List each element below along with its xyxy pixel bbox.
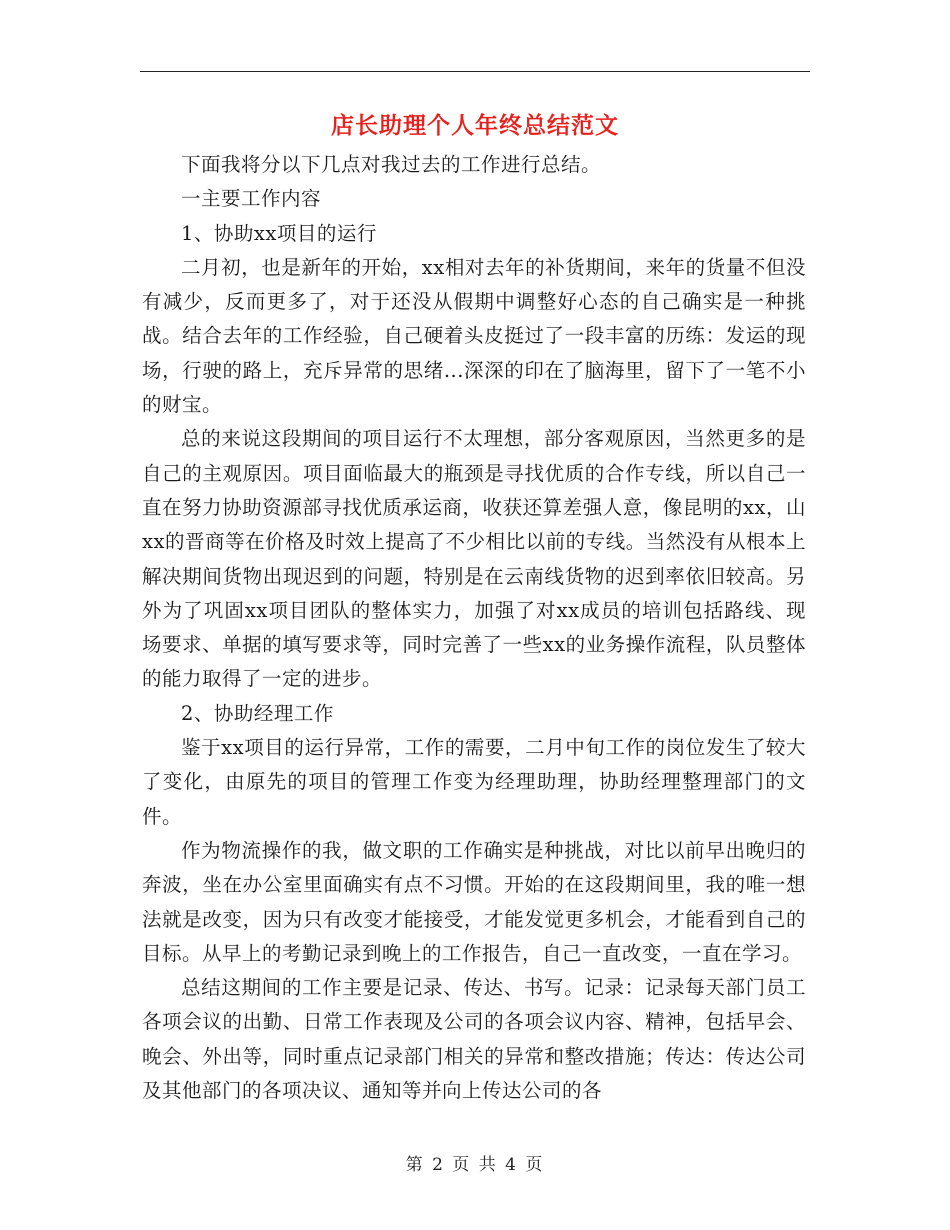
paragraph-duties-summary: 总结这期间的工作主要是记录、传达、书写。记录：记录每天部门员工各项会议的出勤、日常工作表现及公司的各项会议内容、精神，包括早会、晚会、外出等，同时重点记录部门相关的异常和整改措施；传达：传达公司及其他部门的各项决议、通知等并向上传达公司的各 bbox=[142, 976, 806, 1103]
paragraph-intro: 下面我将分以下几点对我过去的工作进行总结。 bbox=[181, 153, 602, 176]
page-number: 第 2 页 共 4 页 bbox=[405, 1155, 545, 1175]
section-heading-main-work: 一主要工作内容 bbox=[181, 187, 322, 211]
paragraph-project-summary: 总的来说这段期间的项目运行不太理想，部分客观原因，当然更多的是自己的主观原因。项目面临最大的瓶颈是寻找优质的合作专线，所以自己一直在努力协助资源部寻找优质承运商，收获还算差强人意，像昆明的xx，山xx的晋商等在价格及时效上提高了不少相比以前的专线。当然没有从根本上解决期间货物出现迟到的问题，特别是在云南线货物的迟到率依旧较高。另外为了巩固xx项目团队的整体实力，加强了对xx成员的培训包括路线、现场要求、单据的填写要求等，同时完善了一些xx的业务操作流程，队员整体的能力取得了一定的进步。 bbox=[142, 427, 806, 691]
subheading-assist-manager: 2、协助经理工作 bbox=[181, 701, 334, 725]
subheading-assist-project: 1、协助xx项目的运行 bbox=[181, 221, 377, 245]
paragraph-february: 二月初，也是新年的开始，xx相对去年的补货期间，来年的货量不但没有减少，反而更多了，对于还没从假期中调整好心态的自己确实是一种挑战。结合去年的工作经验，自己硬着头皮挺过了一段丰富的历练：发运的现场，行驶的路上，充斥异常的思绪...深深的印在了脑海里，留下了一笔不小的财宝。 bbox=[142, 255, 806, 417]
document-title: 店长助理个人年终总结范文 bbox=[331, 112, 619, 139]
document-body bbox=[142, 148, 806, 1108]
paragraph-clerical-work: 作为物流操作的我，做文职的工作确实是种挑战，对比以前早出晚归的奔波，坐在办公室里面确实有点不习惯。开始的在这段期间里，我的唯一想法就是改变，因为只有改变才能接受，才能发觉更多机会，才能看到自己的目标。从早上的考勤记录到晚上的工作报告，自己一直改变，一直在学习。 bbox=[142, 838, 806, 965]
paragraph-role-change: 鉴于xx项目的运行异常，工作的需要，二月中旬工作的岗位发生了较大了变化，由原先的项目的管理工作变为经理助理，协助经理整理部门的文件。 bbox=[142, 736, 806, 828]
header-rule bbox=[140, 71, 810, 72]
